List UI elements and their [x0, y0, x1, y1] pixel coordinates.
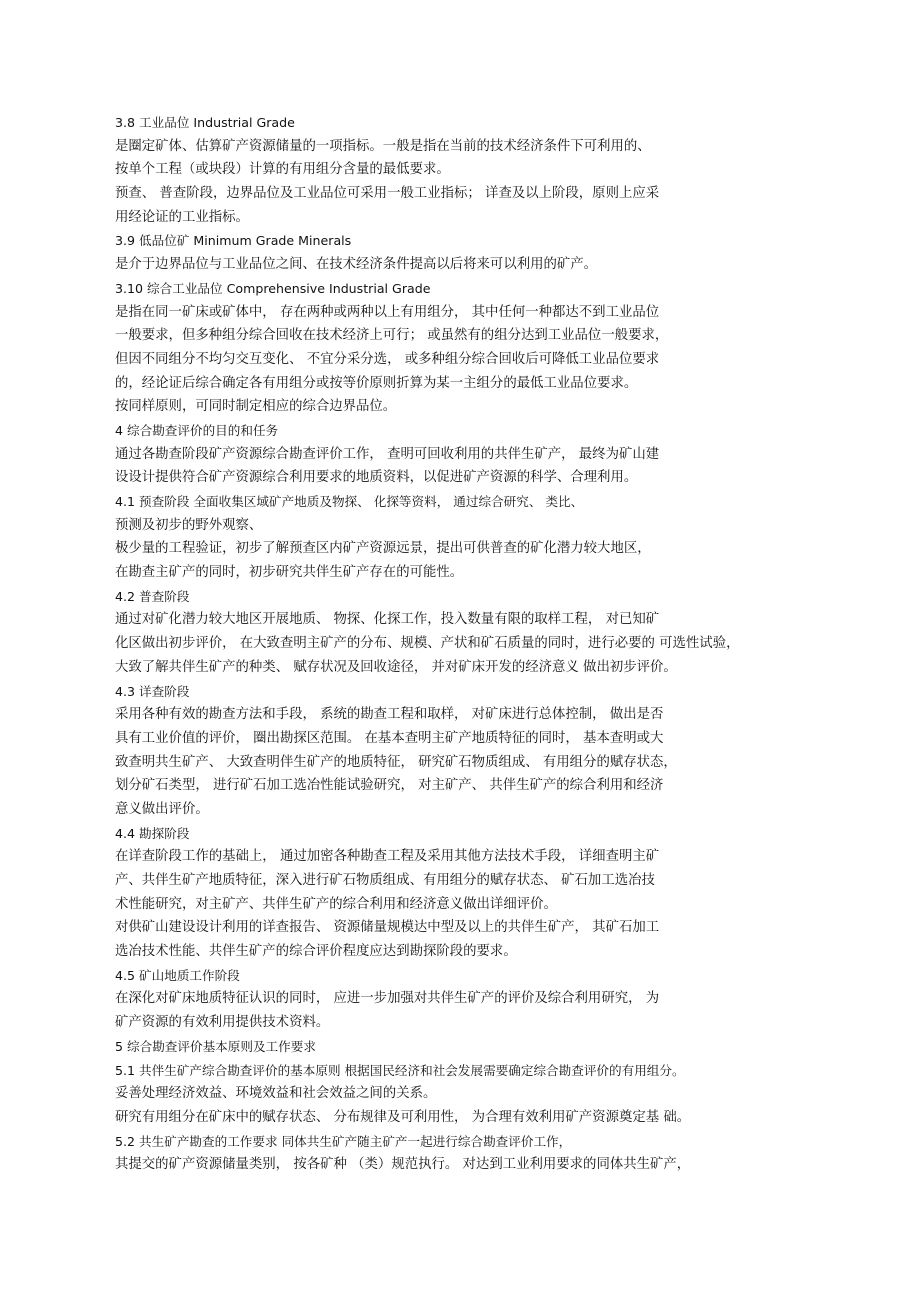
- paragraph-line: 其提交的矿产资源储量类别， 按各矿种 （类）规范执行。 对达到工业利用要求的同体共生矿产，: [115, 1157, 691, 1173]
- paragraph-line: 设设计提供符合矿产资源综合利用要求的地质资料，以促进矿产资源的科学、合理利用。: [115, 470, 638, 486]
- paragraph-line: 的，经论证后综合确定各有用组分或按等价原则折算为某一主组分的最低工业品位要求。: [115, 375, 638, 391]
- paragraph-line: 矿产资源的有效利用提供技术资料。: [115, 1015, 330, 1031]
- paragraph-line: 产、共伴生矿产地质特征，深入进行矿石物质组成、有用组分的赋存状态、 矿石加工选冶技: [115, 873, 655, 888]
- document-body: [115, 111, 805, 1177]
- section-heading: 3.9 低品位矿 Minimum Grade Minerals: [115, 233, 352, 249]
- section-heading: 5.1 共伴生矿产综合勘查评价的基本原则 根据国民经济和社会发展需要确定综合勘查评价的有用组分。: [115, 1062, 685, 1078]
- paragraph-line: 在详查阶段工作的基础上， 通过加密各种勘查工程及采用其他方法技术手段， 详细查明主矿: [115, 849, 660, 865]
- paragraph-line: 是圈定矿体、估算矿产资源储量的一项指标。一般是指在当前的技术经济条件下可利用的、: [115, 138, 651, 154]
- paragraph-line: 划分矿石类型， 进行矿石加工选冶性能试验研究， 对主矿产、 共伴生矿产的综合利用和经济: [115, 778, 664, 794]
- paragraph-line: 研究有用组分在矿床中的赋存状态、 分布规律及可利用性， 为合理有效利用矿产资源奠定基 础。: [115, 1109, 691, 1125]
- section-heading: 3.10 综合工业品位 Comprehensive Industrial Grade: [115, 280, 431, 296]
- paragraph-line: 用经论证的工业指标。: [115, 209, 249, 225]
- section-heading: 4.1 预查阶段 全面收集区域矿产地质及物探、 化探等资料， 通过综合研究、 类比、: [115, 494, 584, 509]
- paragraph-line: 预测及初步的野外观察、: [115, 517, 263, 533]
- paragraph-line: 在深化对矿床地质特征认识的同时， 应进一步加强对共伴生矿产的评价及综合利用研究， 为: [115, 991, 660, 1007]
- paragraph-line: 按单个工程（或块段）计算的有用组分含量的最低要求。: [115, 162, 450, 178]
- paragraph-line: 意义做出评价。: [115, 801, 209, 817]
- paragraph-line: 按同样原则，可同时制定相应的综合边界品位。: [115, 399, 397, 415]
- paragraph-line: 是介于边界品位与工业品位之间、在技术经济条件提高以后将来可以利用的矿产。: [115, 257, 598, 273]
- paragraph-line: 对供矿山建设设计利用的详查报告、 资源储量规模达中型及以上的共伴生矿产， 其矿石加工: [115, 920, 660, 936]
- paragraph-line: 极少量的工程验证，初步了解预查区内矿产资源远景，提出可供普查的矿化潜力较大地区，: [115, 541, 651, 557]
- paragraph-line: 一般要求，但多种组分综合回收在技术经济上可行； 或虽然有的组分达到工业品位一般要求，: [115, 328, 669, 344]
- paragraph-line: 是指在同一矿床或矿体中， 存在两种或两种以上有用组分， 其中任何一种都达不到工业品位: [115, 304, 660, 320]
- paragraph-line: 采用各种有效的勘查方法和手段， 系统的勘查工程和取样， 对矿床进行总体控制， 做出是否: [115, 707, 664, 723]
- section-heading: 5 综合勘查评价基本原则及工作要求: [115, 1038, 316, 1054]
- paragraph-line: 化区做出初步评价， 在大致查明主矿产的分布、规模、产状和矿石质量的同时，进行必要的 可选性试验，: [115, 636, 740, 652]
- paragraph-line: 选冶技术性能、共伴生矿产的综合评价程度应达到勘探阶段的要求。: [115, 944, 517, 960]
- paragraph-line: 在勘查主矿产的同时，初步研究共伴生矿产存在的可能性。: [115, 565, 464, 581]
- paragraph-line: 通过各勘查阶段矿产资源综合勘查评价工作， 查明可回收利用的共伴生矿产， 最终为矿山建: [115, 446, 660, 462]
- section-heading: 4.5 矿山地质工作阶段: [115, 967, 240, 983]
- paragraph-line: 预查、 普查阶段，边界品位及工业品位可采用一般工业指标； 详查及以上阶段，原则上应采: [115, 186, 660, 202]
- section-heading: 5.2 共生矿产勘查的工作要求 同体共生矿产随主矿产一起进行综合勘查评价工作，: [115, 1133, 572, 1149]
- paragraph-line: 大致了解共伴生矿产的种类、 赋存状况及回收途径， 并对矿床开发的经济意义 做出初步评价。: [115, 659, 677, 675]
- section-heading: 4.3 详查阶段: [115, 683, 190, 699]
- section-heading: 4 综合勘查评价的目的和任务: [115, 422, 279, 438]
- paragraph-line: 具有工业价值的评价， 圈出勘探区范围。 在基本查明主矿产地质特征的同时， 基本查明或大: [115, 730, 664, 746]
- paragraph-line: 但因不同组分不均匀交互变化、 不宜分采分选， 或多种组分综合回收后可降低工业品位要求: [115, 351, 660, 367]
- paragraph-line: 致查明共生矿产、 大致查明伴生矿产的地质特征， 研究矿石物质组成、 有用组分的赋存状态，: [115, 754, 677, 770]
- section-heading: 3.8 工业品位 Industrial Grade: [115, 115, 295, 130]
- section-heading: 4.2 普查阶段: [115, 588, 190, 604]
- paragraph-line: 通过对矿化潜力较大地区开展地质、 物探、化探工作，投入数量有限的取样工程， 对已知矿: [115, 612, 660, 628]
- paragraph-line: 妥善处理经济效益、环境效益和社会效益之间的关系。: [115, 1086, 437, 1102]
- section-heading: 4.4 勘探阶段: [115, 825, 190, 841]
- paragraph-line: 术性能研究，对主矿产、共伴生矿产的综合利用和经济意义做出详细评价。: [115, 896, 557, 912]
